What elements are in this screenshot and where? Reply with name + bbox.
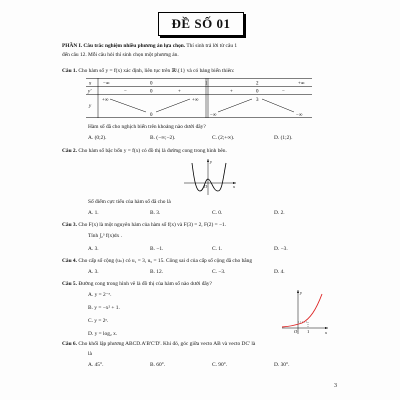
- question-6-stem: Cho khối lập phương ABCD.A'B'C'D'. Khi đó, góc giữa vecto AB và vecto DC' là: [78, 341, 256, 347]
- table-sign: −: [124, 89, 127, 95]
- question-4-label: Câu 4.: [62, 258, 77, 264]
- question-2-label: Câu 2.: [62, 148, 77, 154]
- table-y-value: −∞: [210, 113, 217, 118]
- graph-origin-label: O: [204, 184, 208, 189]
- question-1-option-c[interactable]: C. (2;+∞).: [212, 135, 235, 141]
- question-2-option-c[interactable]: C. 0.: [212, 210, 223, 216]
- page-number: 3: [334, 383, 337, 389]
- part-intro-line-1: [62, 43, 237, 50]
- table-sign: −: [282, 89, 285, 95]
- question-1-stem: Cho hàm số y = f(x) xác định, liên tục trên ℝ\{1} và có bảng biến thiên:: [78, 68, 235, 74]
- question-3-option-c[interactable]: C. 1.: [212, 246, 223, 252]
- table-x-value: 0: [150, 81, 153, 87]
- graph-x-label: x: [233, 184, 235, 189]
- table-sign: 0: [150, 89, 153, 95]
- question-2-option-d[interactable]: D. 2.: [274, 210, 285, 216]
- question-5-stem-line: [62, 281, 212, 288]
- question-5-option-b[interactable]: B. y = −x² + 1.: [88, 305, 120, 311]
- graph-y-label: y: [300, 290, 302, 295]
- graph-y-label: y: [210, 159, 212, 164]
- graph-tick-label: 1: [307, 329, 310, 334]
- table-x-value: 2: [256, 81, 259, 87]
- question-3-stem: Cho F(x) là một nguyên hàm của hàm số f(x) và F(3) = 2, F(2) = −1.: [78, 222, 227, 228]
- question-1-label: Câu 1.: [62, 68, 77, 74]
- table-y-value: 0: [150, 113, 153, 118]
- part-intro-heading: PHẦN I. Câu trắc nghiệm nhiều phương án lựa chọn.: [62, 43, 186, 49]
- question-2-stem-line: [62, 148, 227, 155]
- question-1-option-b[interactable]: B. (−∞;−2).: [150, 135, 176, 141]
- question-6-stem-continued: là: [88, 351, 92, 357]
- question-6-option-b[interactable]: B. 60°.: [150, 362, 166, 368]
- question-4-option-d[interactable]: D. 4.: [274, 269, 285, 275]
- question-4-option-a[interactable]: A. 3.: [88, 269, 99, 275]
- table-arrow-up: [218, 99, 252, 112]
- exponential-graph: [280, 288, 330, 336]
- question-5-label: Câu 5.: [62, 281, 77, 287]
- question-1-stem-line: [62, 68, 234, 75]
- question-2-option-a[interactable]: A. 1.: [88, 210, 99, 216]
- table-y-header: y: [89, 104, 92, 109]
- question-2-prompt: Số điểm cực tiểu của hàm số đã cho là: [88, 199, 171, 205]
- table-x-value: −∞: [103, 81, 110, 87]
- table-x-value: +∞: [298, 81, 305, 87]
- question-4-stem: Cho cấp số cộng (uₙ) có u₁ = 3, u₅ = 15. Công sai d của cấp số cộng đã cho bằng: [78, 258, 253, 264]
- table-y-value: 3: [256, 98, 259, 103]
- question-1-option-a[interactable]: A. (0;2).: [88, 135, 107, 141]
- question-1-option-d[interactable]: D. (1;2).: [274, 135, 293, 141]
- quartic-graph: [182, 157, 238, 197]
- question-1-prompt: Hàm số đã cho nghịch biến trên khoảng nào dưới đây?: [88, 124, 206, 130]
- question-3-option-d[interactable]: D. −3.: [274, 246, 288, 252]
- question-6-option-c[interactable]: C. 90°.: [212, 362, 228, 368]
- table-arrow-down: [262, 99, 294, 112]
- question-6-label: Câu 6.: [62, 341, 77, 347]
- question-3-integral: Tính ∫₂³ f(x)dx .: [88, 233, 123, 239]
- question-2-option-b[interactable]: B. 3.: [150, 210, 161, 216]
- question-5-option-a[interactable]: A. y = 2⁻ˣ.: [88, 292, 112, 298]
- table-x-header: x: [89, 81, 92, 87]
- table-yprime-header: y': [88, 89, 92, 95]
- question-3-label: Câu 3.: [62, 222, 77, 228]
- question-6-option-d[interactable]: D. 30°.: [274, 362, 290, 368]
- question-3-option-a[interactable]: A. 3.: [88, 246, 99, 252]
- question-4-option-c[interactable]: C. −3.: [212, 269, 226, 275]
- question-2-stem: Cho hàm số bậc bốn y = f(x) có đồ thị là đường cong trong hình bên.: [78, 148, 227, 154]
- table-sign: 0: [256, 89, 259, 95]
- table-arrow-up: [156, 99, 190, 112]
- table-sign: +: [230, 89, 233, 95]
- table-x-value: 1: [205, 81, 208, 87]
- variation-table: [86, 78, 312, 118]
- part-intro-text: Thí sinh trả lời từ câu 1: [185, 43, 238, 49]
- question-5-option-d[interactable]: D. y = log₂ x.: [88, 331, 118, 337]
- page-title: ĐỀ SỐ 01: [158, 12, 244, 36]
- graph-x-label: x: [325, 330, 327, 335]
- graph-origin-label: O: [294, 329, 298, 334]
- question-6-option-a[interactable]: A. 45°.: [88, 362, 104, 368]
- question-6-stem-line: [62, 341, 255, 348]
- table-y-value: +∞: [192, 98, 199, 103]
- question-5-option-c[interactable]: C. y = 2ˣ.: [88, 318, 109, 324]
- table-y-value: +∞: [102, 98, 109, 103]
- question-4-option-b[interactable]: B. 12.: [150, 269, 164, 275]
- question-3-option-b[interactable]: B. −1.: [150, 246, 164, 252]
- part-intro-line-2: đến câu 12. Mỗi câu hỏi thí sinh chọn một phương án.: [62, 52, 179, 58]
- table-sign: +: [178, 89, 181, 95]
- question-3-stem-line: [62, 222, 226, 229]
- table-arrow-down: [110, 99, 146, 112]
- question-5-stem: Đường cong trong hình vẽ là đồ thị của hàm số nào dưới đây?: [78, 281, 212, 287]
- table-y-value: −∞: [296, 113, 303, 118]
- question-4-stem-line: [62, 258, 252, 265]
